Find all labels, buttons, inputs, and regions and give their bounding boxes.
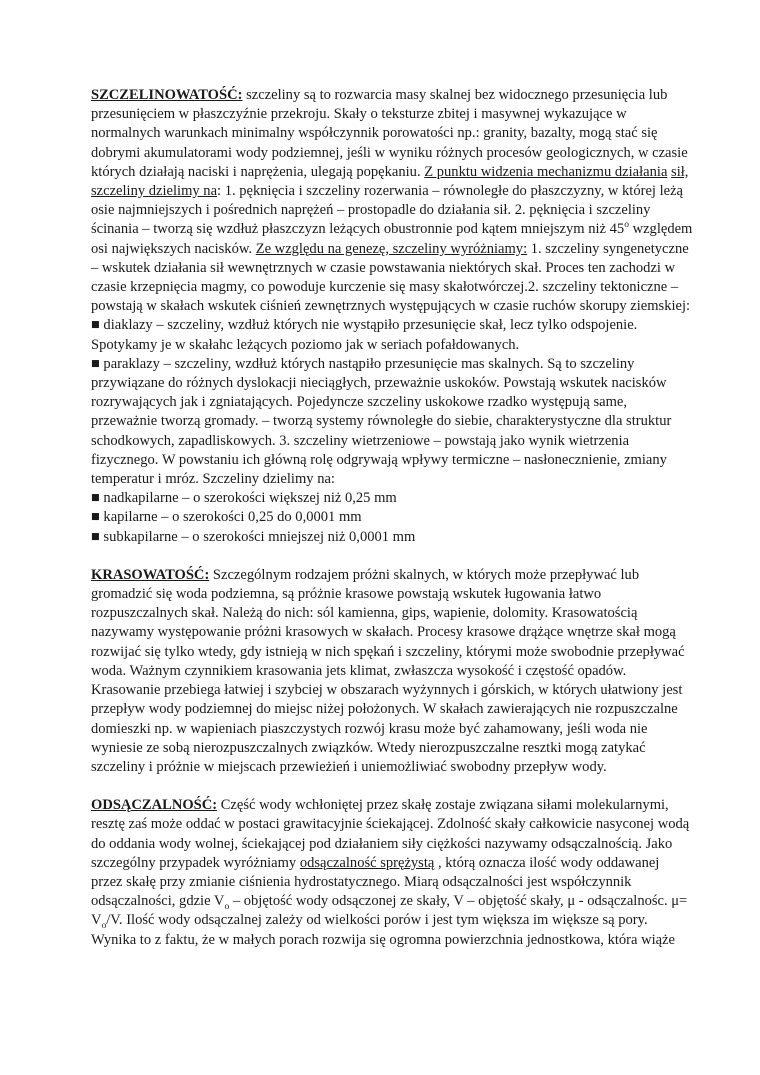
section-szczelinowatosc (91, 86, 694, 547)
section-heading: ODSĄCZALNOŚĆ: (91, 797, 218, 814)
degree-mark: o (624, 220, 629, 231)
paragraph-text: szczeliny są to rozwarcia masy skalnej bez widocznego przesunięcia lub przesunięciem w płaszczyźnie przekroju. Skały o teksturze zbitej i masywnej wykazujące w normalnych warunkach minimalny współczynnik porowatości np.: granity, bazalty, mogą stać się dobrymi akumulatorami wody podziemnej, jeśli w wyniku różnych procesów geologicznych, w czasie których działają naciski i naprężenia, ulegają popękaniu. (91, 87, 688, 180)
paragraph-text: /V. Ilość wody odsączalnej zależy od wielkości porów i jest tym większa im większe są pory. Wynika to z faktu, że w małych porach rozwija się ogromna powierzchnia jednostkowa, która wiąże (91, 912, 676, 948)
paragraph-text: względem osi największych nacisków. (91, 221, 693, 257)
section-heading: KRASOWATOŚĆ: (91, 566, 210, 583)
section-odsaczalnosc (91, 796, 694, 950)
bullet-diaklazy: ■ diaklazy – szczeliny, wzdłuż których nie wystąpiło przesunięcie skał, lecz tylko odspojenie. Spotykamy je w skałahc leżących poziomo jak w seriach pofałdowanych. (91, 317, 638, 353)
subscript: o (224, 902, 230, 913)
bullet-subkapilarne: ■ subkapilarne – o szerokości mniejszej niż 0,0001 mm (91, 528, 416, 545)
paragraph-text: , którą oznacza ilość wody oddawanej przez skałę przy zmianie ciśnienia hydrostatycznego. Miarą odsączalności jest współczynnik odsączalności, gdzie V (91, 854, 660, 910)
paragraph-text: – objętość wody odsączonej ze skały, V – objętość skały, μ - odsączalnośc. μ= V (91, 893, 688, 929)
underlined-phrase: Ze względu na genezę, szczeliny wyróżniamy: (255, 240, 528, 257)
bullet-nadkapilarne: ■ nadkapilarne – o szerokości większej niż 0,25 mm (91, 490, 397, 507)
bullet-paraklazy: ■ paraklazy – szczeliny, wzdłuż których nastąpiło przesunięcie mas skalnych. Są to szczeliny przywiązane do różnych dyslokacji nieciągłych, przeważnie uskoków. Powstają wskutek nacisków rozrywających jak i zgniatających. Pojedyncze szczeliny uskokowe rzadko występują same, przeważnie tworzą gromady. – tworzą systemy równoległe do siebie, charakterystyczne dla struktur schodkowych, zapadliskowych. 3. szczeliny wietrzeniowe – powstają jako wynik wietrzenia fizycznego. W powstaniu ich główną rolę odgrywają wpływy termiczne – nasłonecznienie, zmiany temperatur i mróz. Szczeliny dzielimy na: (91, 355, 672, 488)
paragraph-text: Szczególnym rodzajem próżni skalnych, w których może przepływać lub gromadzić się woda podziemna, są próżnie krasowe powstają wskutek ługowania łatwo rozpuszczalnych skał. Należą do nich: sól kamienna, gips, wapienie, dolomity. Krasowatością nazywamy występowanie próżni krasowych w skałach. Procesy krasowe drążące wnętrze skał mogą rozwijać się tylko wtedy, gdy istnieją w nich spękań i szczeliny, którymi może swobodnie przepływać woda. Ważnym czynnikiem krasowania jets klimat, zwłaszcza wysokość i częstość opadów. Krasowanie przebiega łatwiej i szybciej w obszarach wyżynnych i górskich, w których ułatwiony jest przepływ wody podziemnej do miejsc niżej położonych. W skałach zawierających nie rozpuszczalne domieszki np. w wapieniach piaszczystych rozwój krasu może być zahamowany, jeśli woda nie wyniesie ze sobą nierozpuszczalnych związków. Wtedy nierozpuszczalne resztki mogą zatykać szczeliny i próżnie w miejscach przewieżień i uniemożliwiać swobodny przepływ wody. (91, 566, 685, 775)
subscript: o (101, 921, 107, 932)
underlined-phrase: Z punktu widzenia mechanizmu działania (424, 163, 668, 180)
paragraph-text: 1. szczeliny syngenetyczne – wskutek działania sił wewnętrznych w czasie powstawania niektórych skał. Proces ten zachodzi w czasie krzepnięcia magmy, co powoduje kurczenie się masy skałotwórczej.2. szczeliny tektoniczne – powstają w skałach wskutek ciśnień zewnętrznych występujących w czasie ruchów skorupy ziemskiej: (91, 240, 691, 315)
underlined-phrase: odsączalność sprężystą (299, 854, 435, 871)
paragraph-text: : 1. pęknięcia i szczeliny rozerwania – równoległe do płaszczyzny, w której leżą osie najmniejszych i pośrednich naprężeń – prostopadle do działania sił. 2. pęknięcia i szczeliny ścinania – tworzą się wzdłuż płaszczyzn leżących obustronnie pod kątem mniejszym niż 45 (91, 183, 684, 238)
underlined-phrase: sił, szczeliny dzielimy na (91, 163, 689, 200)
paragraph-text: Część wody wchłoniętej przez skałę zostaje związana siłami molekularnymi, resztę zaś może oddać w postaci grawitacyjnie ściekającej. Zdolność skały całkowicie nasyconej wodą do oddania wody wolnej, ściekającej pod działaniem siły ciężkości nazywamy odsączalnością. Jako szczególny przypadek wyróżniamy (91, 797, 690, 871)
bullet-kapilarne: ■ kapilarne – o szerokości 0,25 do 0,0001 mm (91, 509, 362, 526)
section-heading: SZCZELINOWATOŚĆ: (91, 87, 243, 103)
section-krasowatosc (91, 566, 694, 777)
